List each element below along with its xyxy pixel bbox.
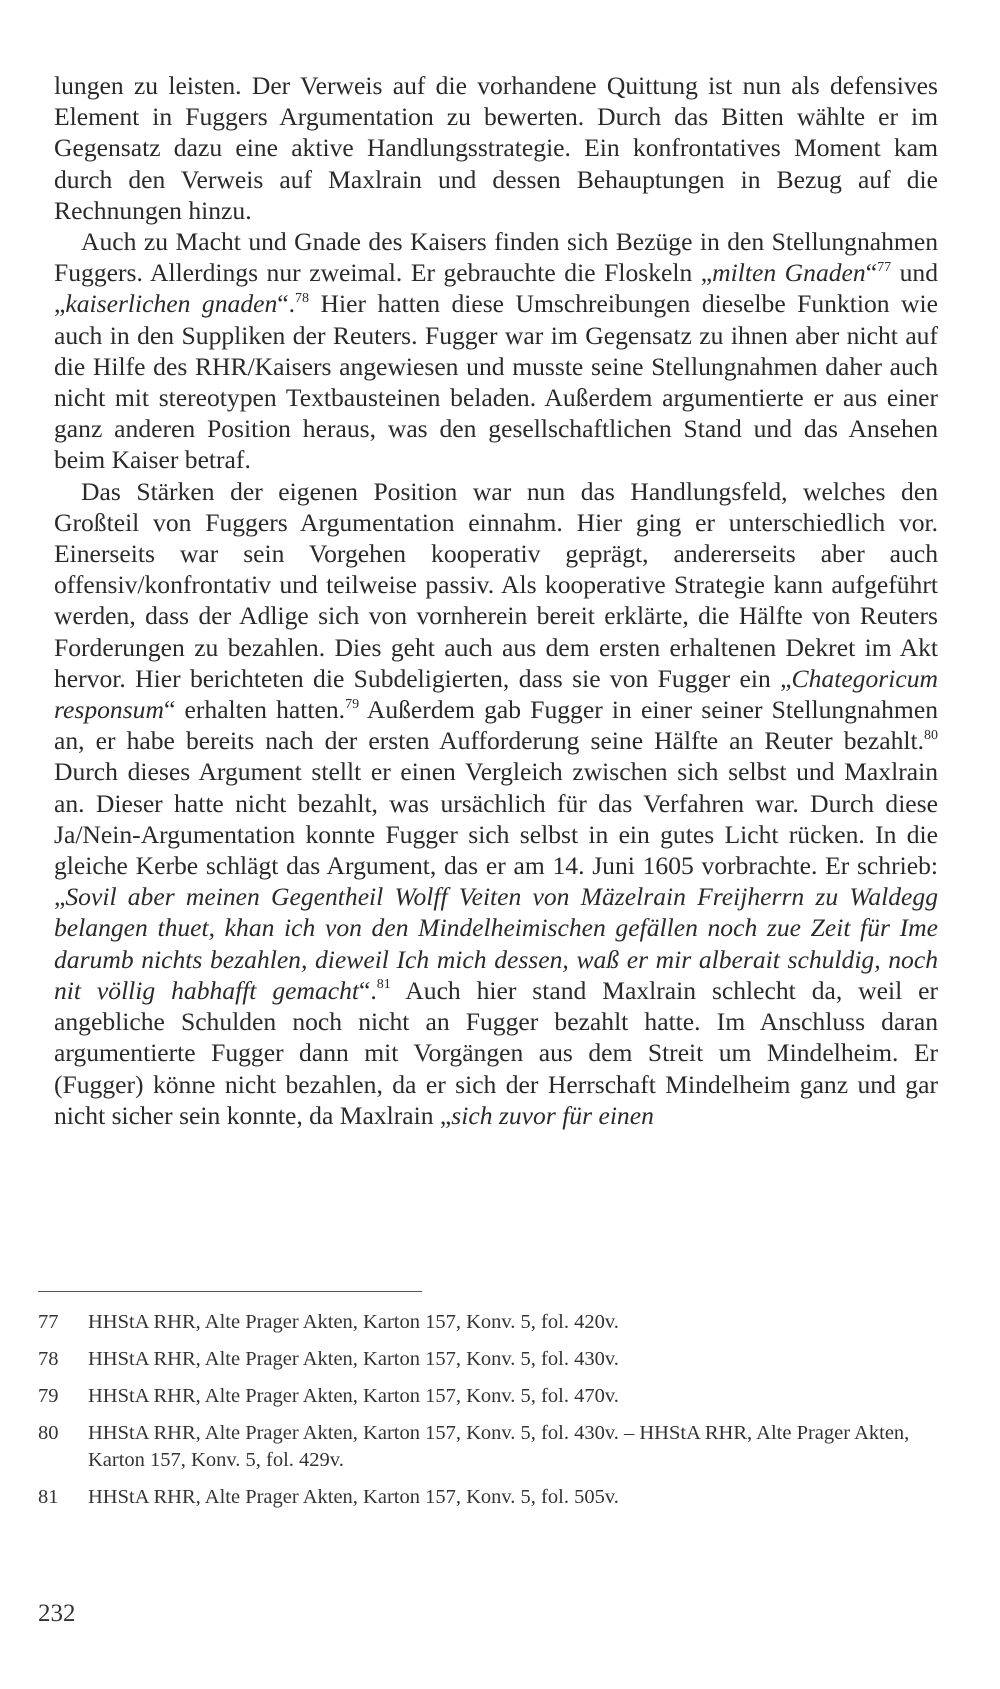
italic-quote: Sovil aber meinen Gegentheil Wolff Veiten von Mäzelrain Freijherrn zu Waldegg belangen thuet, khan ich von den Mindelheimischen gefällen noch zue Zeit für Ime darumb nichts bezahlen, dieweil Ich mich dessen, waß er mir alberait schuldig, noch nit völlig habhafft gemacht bbox=[54, 882, 938, 1005]
footnote-number: 79 bbox=[38, 1385, 59, 1407]
footnote-number: 81 bbox=[38, 1486, 59, 1508]
text-run: “ erhalten hatten. bbox=[163, 695, 346, 725]
footnote-number: 77 bbox=[38, 1311, 59, 1333]
text-run: Das Stärken der eigenen Position war nun das Handlungsfeld, welches den Großteil von Fuggers Argumentation einnahm. Hier ging er unterschiedlich vor. Einerseits war sein Vorgehen kooperativ geprägt, andererseits aber auch offensiv/konfrontativ und teilweise passiv. Als kooperative Strategie kann aufgeführt werden, dass der Adlige sich von vornherein bereit erklärte, die Hälfte von Reuters Forderungen zu bezahlen. Dies geht auch aus dem ersten erhaltenen Dekret im Akt hervor. Hier berichteten die Subdeligierten, dass sie von Fugger ein „ bbox=[54, 476, 938, 693]
page-number: 232 bbox=[38, 1600, 76, 1627]
text-run: und „ bbox=[54, 258, 938, 319]
footnote-number: 78 bbox=[38, 1348, 59, 1370]
footnote-77 bbox=[38, 1309, 938, 1336]
text-run: Durch dieses Argument stellt er einen Vergleich zwischen sich selbst und Maxlrain an. Dieser hatte nicht bezahlt, was ursächlich für das Verfahren war. Durch diese Ja/Nein-Argumentation konnte Fugger sich selbst in ein gutes Licht rücken. In die gleiche Kerbe schlägt das Argument, das er am 14. Juni 1605 vorbrachte. Er schrieb: „ bbox=[54, 757, 938, 912]
italic-quote: milten Gnaden bbox=[712, 258, 866, 288]
text-run: Auch hier stand Maxlrain schlecht da, weil er angebliche Schulden noch nicht an Fugger bezahlt hatte. Im Anschluss daran argumentierte Fugger dann mit Vorgängen aus dem Streit um Mindelheim. Er (Fugger) könne nicht bezahlen, da er sich der Herrschaft Mindelheim ganz und gar nicht sicher sein konnte, da Maxlrain „ bbox=[54, 975, 938, 1130]
main-text bbox=[54, 70, 938, 1131]
text-run: “. bbox=[359, 975, 377, 1005]
paragraph-3 bbox=[54, 476, 938, 1131]
footnote-ref-77[interactable]: 77 bbox=[877, 259, 892, 275]
footnote-text: HHStA RHR, Alte Prager Akten, Karton 157, Konv. 5, fol. 470v. bbox=[88, 1385, 619, 1407]
italic-quote: sich zuvor für einen bbox=[451, 1100, 654, 1130]
footnote-79 bbox=[38, 1383, 938, 1410]
footnote-ref-80[interactable]: 80 bbox=[924, 727, 938, 743]
footnote-text: HHStA RHR, Alte Prager Akten, Karton 157, Konv. 5, fol. 420v. bbox=[88, 1311, 619, 1333]
footnotes bbox=[38, 1309, 938, 1521]
footnote-text: HHStA RHR, Alte Prager Akten, Karton 157, Konv. 5, fol. 430v. bbox=[88, 1348, 619, 1370]
footnote-number: 80 bbox=[38, 1422, 59, 1444]
footnote-text: HHStA RHR, Alte Prager Akten, Karton 157, Konv. 5, fol. 505v. bbox=[88, 1486, 619, 1508]
italic-quote: kaiserlichen gnaden bbox=[65, 289, 278, 319]
footnote-ref-81[interactable]: 81 bbox=[376, 977, 391, 993]
footnote-78 bbox=[38, 1346, 938, 1373]
paragraph-2 bbox=[54, 226, 938, 476]
footnote-81 bbox=[38, 1484, 938, 1511]
text-run: lungen zu leisten. Der Verweis auf die vorhandene Quittung ist nun als defensives Element in Fuggers Argumentation zu bewerten. Durch das Bitten wählte er im Gegensatz dazu eine aktive Handlungsstrategie. Ein konfrontatives Moment kam durch den Verweis auf Maxlrain und dessen Behauptungen in Bezug auf die Rechnungen hinzu. bbox=[54, 71, 938, 225]
footnote-text: HHStA RHR, Alte Prager Akten, Karton 157, Konv. 5, fol. 430v. – HHStA RHR, Alte Prager Akten, Karton 157, Konv. 5, fol. 429v. bbox=[88, 1422, 910, 1471]
text-run: Hier hatten diese Umschreibungen dieselbe Funktion wie auch in den Suppliken der Reuters. Fugger war im Gegensatz zu ihnen aber nicht auf die Hilfe des RHR/Kaisers angewiesen und musste seine Stellungnahmen daher auch nicht mit stereotypen Textbausteinen beladen. Außerdem argumentierte er aus einer ganz anderen Position heraus, was den gesellschaftlichen Stand und das Ansehen beim Kaiser betraf. bbox=[54, 289, 939, 475]
italic-quote: Chategoricum responsum bbox=[54, 663, 938, 725]
text-run: “. bbox=[277, 289, 296, 319]
paragraph-1 bbox=[54, 70, 938, 226]
text-run: Auch zu Macht und Gnade des Kaisers finden sich Bezüge in den Stellungnahmen Fuggers. Allerdings nur zweimal. Er gebrauchte die Floskeln „ bbox=[54, 227, 938, 288]
footnote-ref-79[interactable]: 79 bbox=[345, 696, 360, 712]
footnote-ref-78[interactable]: 78 bbox=[295, 290, 310, 306]
text-run: Außerdem gab Fugger in einer seiner Stellungnahmen an, er habe bereits nach der ersten Aufforderung seine Hälfte an Reuter bezahlt. bbox=[54, 695, 938, 756]
text-run: “ bbox=[865, 258, 878, 288]
footnote-separator bbox=[38, 1291, 422, 1292]
footnote-80 bbox=[38, 1420, 938, 1474]
